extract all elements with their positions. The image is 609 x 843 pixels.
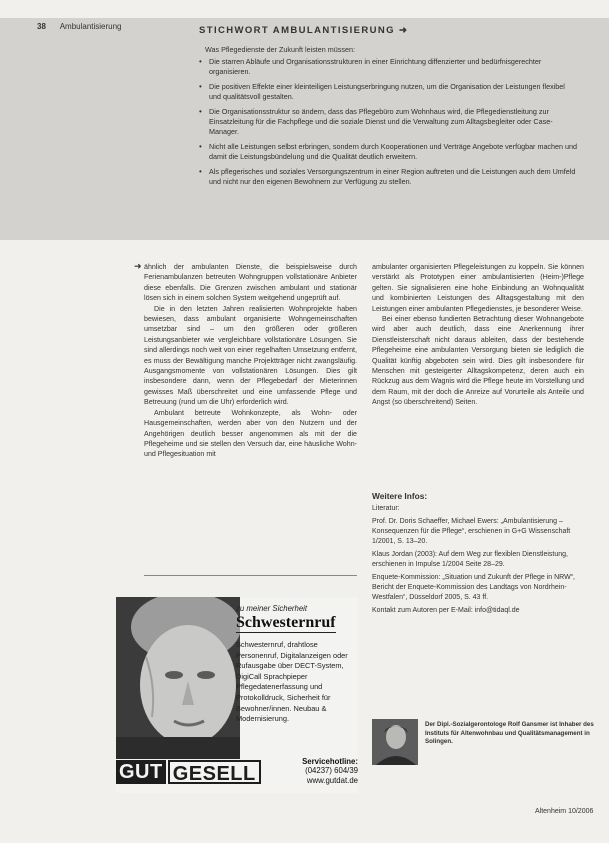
paragraph: ambulanter organisierten Pflegeleistungen zu koppeln. Sie können verstärkt als Prototypen einer ambulantisierten (Heim-)Pflege gelten. Sie signalisieren eine hohe Einbindung an Wohnqualität und kombinierten Leistungen des Alltagsgestaltung mit den Leistungen einer ambulanten Pflegedienstes, je besonderer Weise. <box>372 263 584 313</box>
ad-logo <box>116 760 261 784</box>
box-intro: Was Pflegedienste der Zukunft leisten müssen: <box>205 45 355 54</box>
column-divider <box>144 575 357 576</box>
page-number: 38 <box>37 22 46 31</box>
box-title <box>199 25 408 36</box>
box-list <box>197 57 577 192</box>
page-footer: Altenheim 10/2006 <box>535 808 594 815</box>
box-list-item: • Als pflegerisches und soziales Versorgungszentrum in einer Region auftreten und die Leistungen auch dem Umfeld und nicht nur den eigenen Bewohnern zur Verfügung zu stellen. <box>197 167 577 187</box>
section-title: Ambulantisierung <box>59 22 122 31</box>
paragraph: Ambulant betreute Wohnkonzepte, als Wohn- oder Hausgemeinschaften, werden aber von den Nutzern und der Angehörigen deutlich besser angenommen als mit der die Pflegeheime und sie stellen den Versuch dar, eine häusliche Wohn- und Pflegesituation mit <box>144 408 357 459</box>
box-list-item: • Die starren Abläufe und Organisationsstrukturen in einer Einrichtung diffenzierter und bedürfnisgerechter organisieren. <box>197 57 577 77</box>
ad-website: www.gutdat.de <box>306 775 358 785</box>
author-note: Der Dipl.-Sozialgerontologe Rolf Gansmer ist Inhaber des Instituts für Altenwohnbau und Qualitätsmanagement in Solingen. <box>425 721 594 746</box>
ad-hotline <box>291 757 358 785</box>
paragraph: ähnlich der ambulanten Dienste, die beispielsweise durch Ferienambulanzen betreuten Wohngruppen vollstationäre Anbieter diese ebenfalls. Die Grenzen zwischen ambulant und stationär lösen sich in einem solchen System weitgehend ungeprüft auf. <box>144 263 357 303</box>
paragraph: Bei einer ebenso fundierten Betrachtung dieser Wohnangebote wird aber auch deutlich, dass eine Anerkennung ihrer Dienstleisterschaft nicht daraus ableiten, dass der bestehende Pflegeheime eine ambulanten Versorgung bieten sie lediglich die Qualität künftig abgeboten sein wird. Dies gilt insbesondere für Menschen mit gesteigerter Alltagskompetenz, deren auch ein Rückzug aus dem Wagnis wird die Pflege heute im Vorstellung und dem Raum, mit der doch die Anreize auf Vorurteile als Anteile und Angst (so überschreitend) Seiten. <box>372 315 584 407</box>
box-list-item: • Die Organisationsstruktur so ändern, dass das Pflegebüro zum Wohnhaus wird, die Pflegedienstleitung zur Einsatzleitung für die Fachpflege und die soziale Dienst und die Verwaltung zum Alltagsbegleiter oder Case-Manager. <box>197 107 577 137</box>
ad-brand: Schwesternruf <box>236 614 336 631</box>
ad-tagline: zu meiner Sicherheit <box>236 604 308 613</box>
references <box>372 517 592 619</box>
ad-hotline-number: (04237) 604/39 <box>305 766 358 776</box>
box-title-text: STICHWORT AMBULANTISIERUNG <box>199 25 395 36</box>
reference-item: Enquete-Kommission: „Situation und Zukunft der Pflege in NRW“, Bericht der Enquete-Kommission des Landtags von Nordrhein-Westfalen“, Düsseldorf 2005, S. 43 ff. <box>372 574 575 601</box>
info-subheading: Literatur: <box>372 505 400 512</box>
box-list-item: • Die positiven Effekte einer kleinteiligen Leistungserbringung nutzen, um die Organisation der Leistungen flexibel und qualitätsvoll gestalten. <box>197 82 577 102</box>
ad-logo-right: GESELL <box>168 760 261 784</box>
ad-logo-left: GUT <box>116 760 166 784</box>
box-list-item: • Nicht alle Leistungen selbst erbringen, sondern durch Kooperationen und Verträge Angebote verfügbar machen und damit die Leistungsbündelung und die Qualität deutlich erweitern. <box>197 142 577 162</box>
running-head <box>37 22 122 31</box>
author-photo <box>372 719 418 765</box>
arrow-right-icon: ➜ <box>399 25 409 36</box>
ad-hotline-label: Servicehotline: <box>302 757 358 766</box>
reference-item: Prof. Dr. Doris Schaeffer, Michael Ewers: „Ambulantisierung – Konsequenzen für die Pflege“, erschienen in G+G Wissenschaft 1/2001, S. 13–20. <box>372 518 571 545</box>
ad-description: Schwesternruf, drahtlose Personenruf, Digitalanzeigen oder Rufausgabe über DECT-System, DigiCall Sprachpieper Pflegedatenerfassung und Protokolldruck, Sicherheit für Bewohner/innen. Neubau & Modernisierung. <box>236 640 348 724</box>
continuation-arrow-icon: ➜ <box>134 261 142 271</box>
body-column-right <box>372 262 584 408</box>
reference-item: Klaus Jordan (2003): Auf dem Weg zur flexiblen Dienstleistung, erschienen in Impulse 1/2004 Seite 28–29. <box>372 551 568 568</box>
paragraph: Die in den letzten Jahren realisierten Wohnprojekte haben bewiesen, dass ambulant organisierte Wohngemeinschaften umsetzbar sind – um den größeren oder größeren Leistungsanbieter wie vergleichbare vollstationäre Lösungen. Sie sind allerdings noch weit von einer regelhaften Umsetzung entfernt, es muss der Bewältigung manche Projektträger nicht zwangsläufig. Ausgangsmomente von vollstationären Lösungen. Dies gilt insbesondere dann, wenn der Pflegebedarf der Mieterinnen gewisses Maß überschreitet und eine umfassende Pflege und Betreuung (rund um die Uhr) erforderlich wird. <box>144 304 357 407</box>
advertisement <box>116 597 358 793</box>
info-heading: Weitere Infos: <box>372 491 428 501</box>
body-column-left <box>144 262 357 460</box>
ad-photo-elderly-woman <box>116 597 240 759</box>
reference-item: Kontakt zum Autoren per E-Mail: info@tidaql.de <box>372 607 520 614</box>
